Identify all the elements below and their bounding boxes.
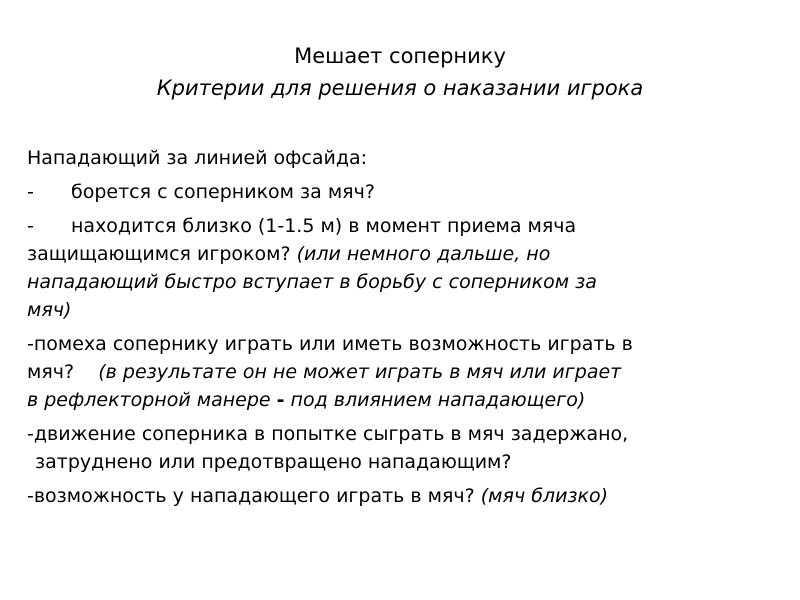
- list-item-proximity: [27, 212, 797, 324]
- criterion-interference: [27, 330, 797, 414]
- criterion-text-line2: затруднено или предотвращено нападающим?: [35, 451, 512, 473]
- criterion-text-line1: -помеха сопернику играть или иметь возможность играть в: [27, 333, 633, 355]
- list-dash: -: [27, 181, 34, 203]
- criterion-note-line1: (мяч близко): [480, 485, 609, 507]
- slide-subtitle: Критерии для решения о наказании игрока: [156, 76, 644, 100]
- intro-text: Нападающий за линией офсайда:: [27, 147, 368, 169]
- slide-body: [27, 144, 797, 516]
- criterion-note-dash: -: [276, 389, 285, 411]
- slide-title-block: [0, 40, 800, 104]
- list-item-note-line4: мяч): [27, 299, 72, 321]
- criterion-text-line1: -движение соперника в попытке сыграть в мяч задержано,: [27, 423, 629, 445]
- criterion-note-line3a: в рефлекторной манере: [27, 389, 277, 411]
- list-item-text: борется с соперником за мяч?: [71, 181, 375, 203]
- slide-title: Мешает сопернику: [294, 44, 506, 68]
- criterion-note-line3b: под влиянием нападающего): [284, 389, 586, 411]
- list-item-text-line2: защищающимся игроком?: [27, 243, 297, 265]
- list-item-note-line3: нападающий быстро вступает в борьбу с соперником за: [27, 271, 597, 293]
- list-item-struggle: [27, 178, 797, 206]
- list-item-text-line1: находится близко (1-1.5 м) в момент приема мяча: [71, 215, 577, 237]
- list-dash: -: [27, 215, 34, 237]
- criterion-text-line1: -возможность у нападающего играть в мяч?: [27, 485, 481, 507]
- list-item-note-line2: (или немного дальше, но: [296, 243, 551, 265]
- criterion-text-line2: мяч?: [27, 361, 99, 383]
- criterion-note-line2: (в результате он не может играть в мяч или играет: [98, 361, 622, 383]
- criterion-movement: [27, 420, 797, 476]
- criterion-possibility: [27, 482, 797, 510]
